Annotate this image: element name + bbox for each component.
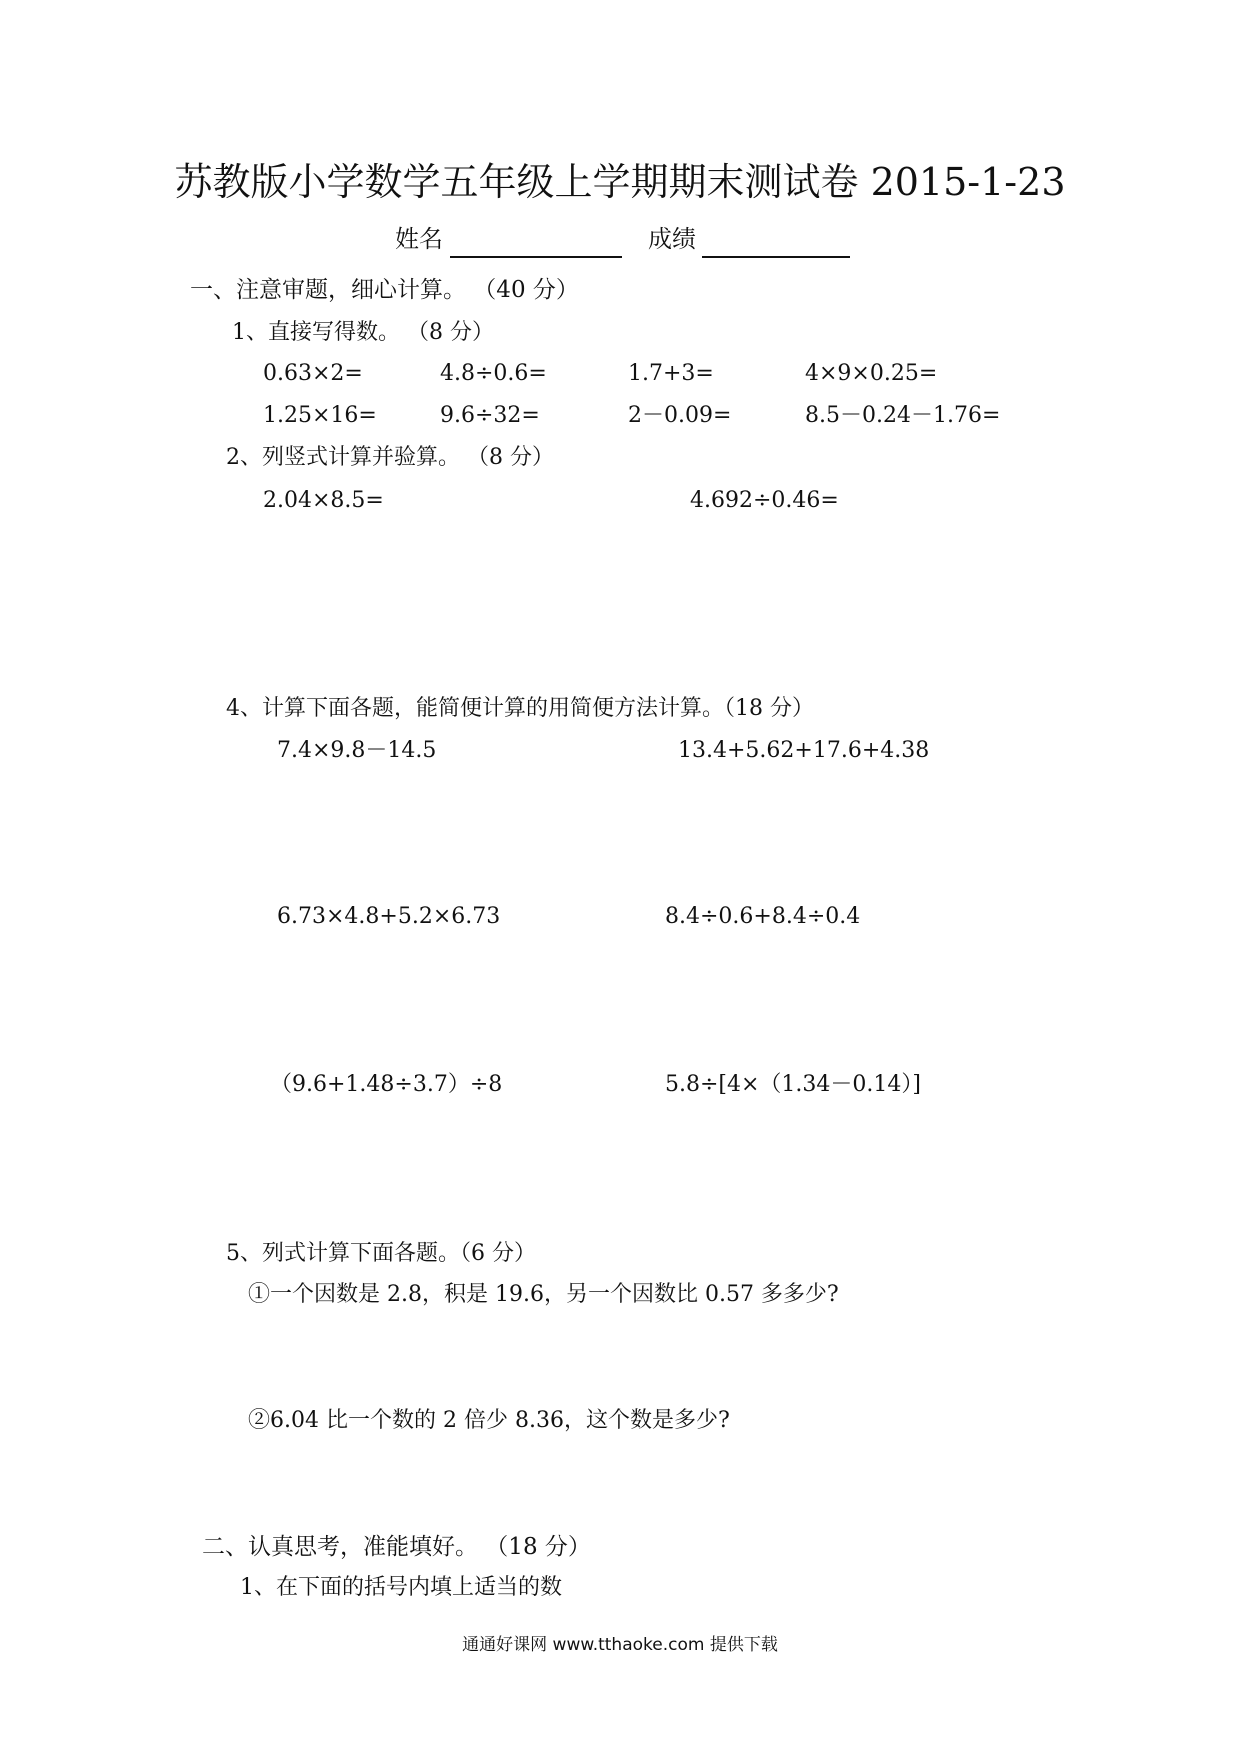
q4-item: 13.4+5.62+17.6+4.38 <box>678 738 930 763</box>
page-footer: 通通好课网 www.tthaoke.com 提供下载 <box>462 1635 778 1655</box>
q1-item: 9.6÷32= <box>440 403 540 428</box>
q4-item: 7.4×9.8－14.5 <box>277 738 437 763</box>
section-two-heading: 二、认真思考，准能填好。 （18 分） <box>202 1534 591 1560</box>
q4-item: 8.4÷0.6+8.4÷0.4 <box>665 904 861 929</box>
q1-heading: 1、直接写得数。 （8 分） <box>232 320 494 345</box>
q1-item: 2－0.09= <box>628 403 732 428</box>
q1-item: 1.7+3= <box>628 361 714 386</box>
q2-item: 4.692÷0.46= <box>690 488 839 513</box>
q4-item: 5.8÷[4×（1.34－0.14）] <box>665 1072 921 1097</box>
q5-item: ②6.04 比一个数的 2 倍少 8.36，这个数是多少? <box>248 1408 730 1433</box>
q1-item: 1.25×16= <box>263 403 377 428</box>
score-label: 成绩 <box>648 225 696 253</box>
q4-item: 6.73×4.8+5.2×6.73 <box>277 904 501 929</box>
q4-item: （9.6+1.48÷3.7）÷8 <box>270 1072 503 1097</box>
name-label: 姓名 <box>395 225 443 253</box>
q1-item: 4.8÷0.6= <box>440 361 547 386</box>
q2-item: 2.04×8.5= <box>263 488 384 513</box>
q1-item: 8.5－0.24－1.76= <box>805 403 1001 428</box>
section-one-heading: 一、注意审题，细心计算。 （40 分） <box>190 277 579 303</box>
q1-item: 0.63×2= <box>263 361 363 386</box>
q4-heading: 4、计算下面各题，能简便计算的用简便方法计算。（18 分） <box>226 696 814 721</box>
section-two-q1-heading: 1、在下面的括号内填上适当的数 <box>240 1575 562 1600</box>
name-blank <box>450 256 622 258</box>
page-title: 苏教版小学数学五年级上学期期末测试卷 2015-1-23 <box>174 160 1066 204</box>
q1-item: 4×9×0.25= <box>805 361 938 386</box>
score-blank <box>702 256 850 258</box>
q5-heading: 5、列式计算下面各题。（6 分） <box>226 1241 536 1266</box>
q5-item: ①一个因数是 2.8，积是 19.6，另一个因数比 0.57 多多少? <box>248 1282 839 1307</box>
q2-heading: 2、列竖式计算并验算。 （8 分） <box>226 445 554 470</box>
